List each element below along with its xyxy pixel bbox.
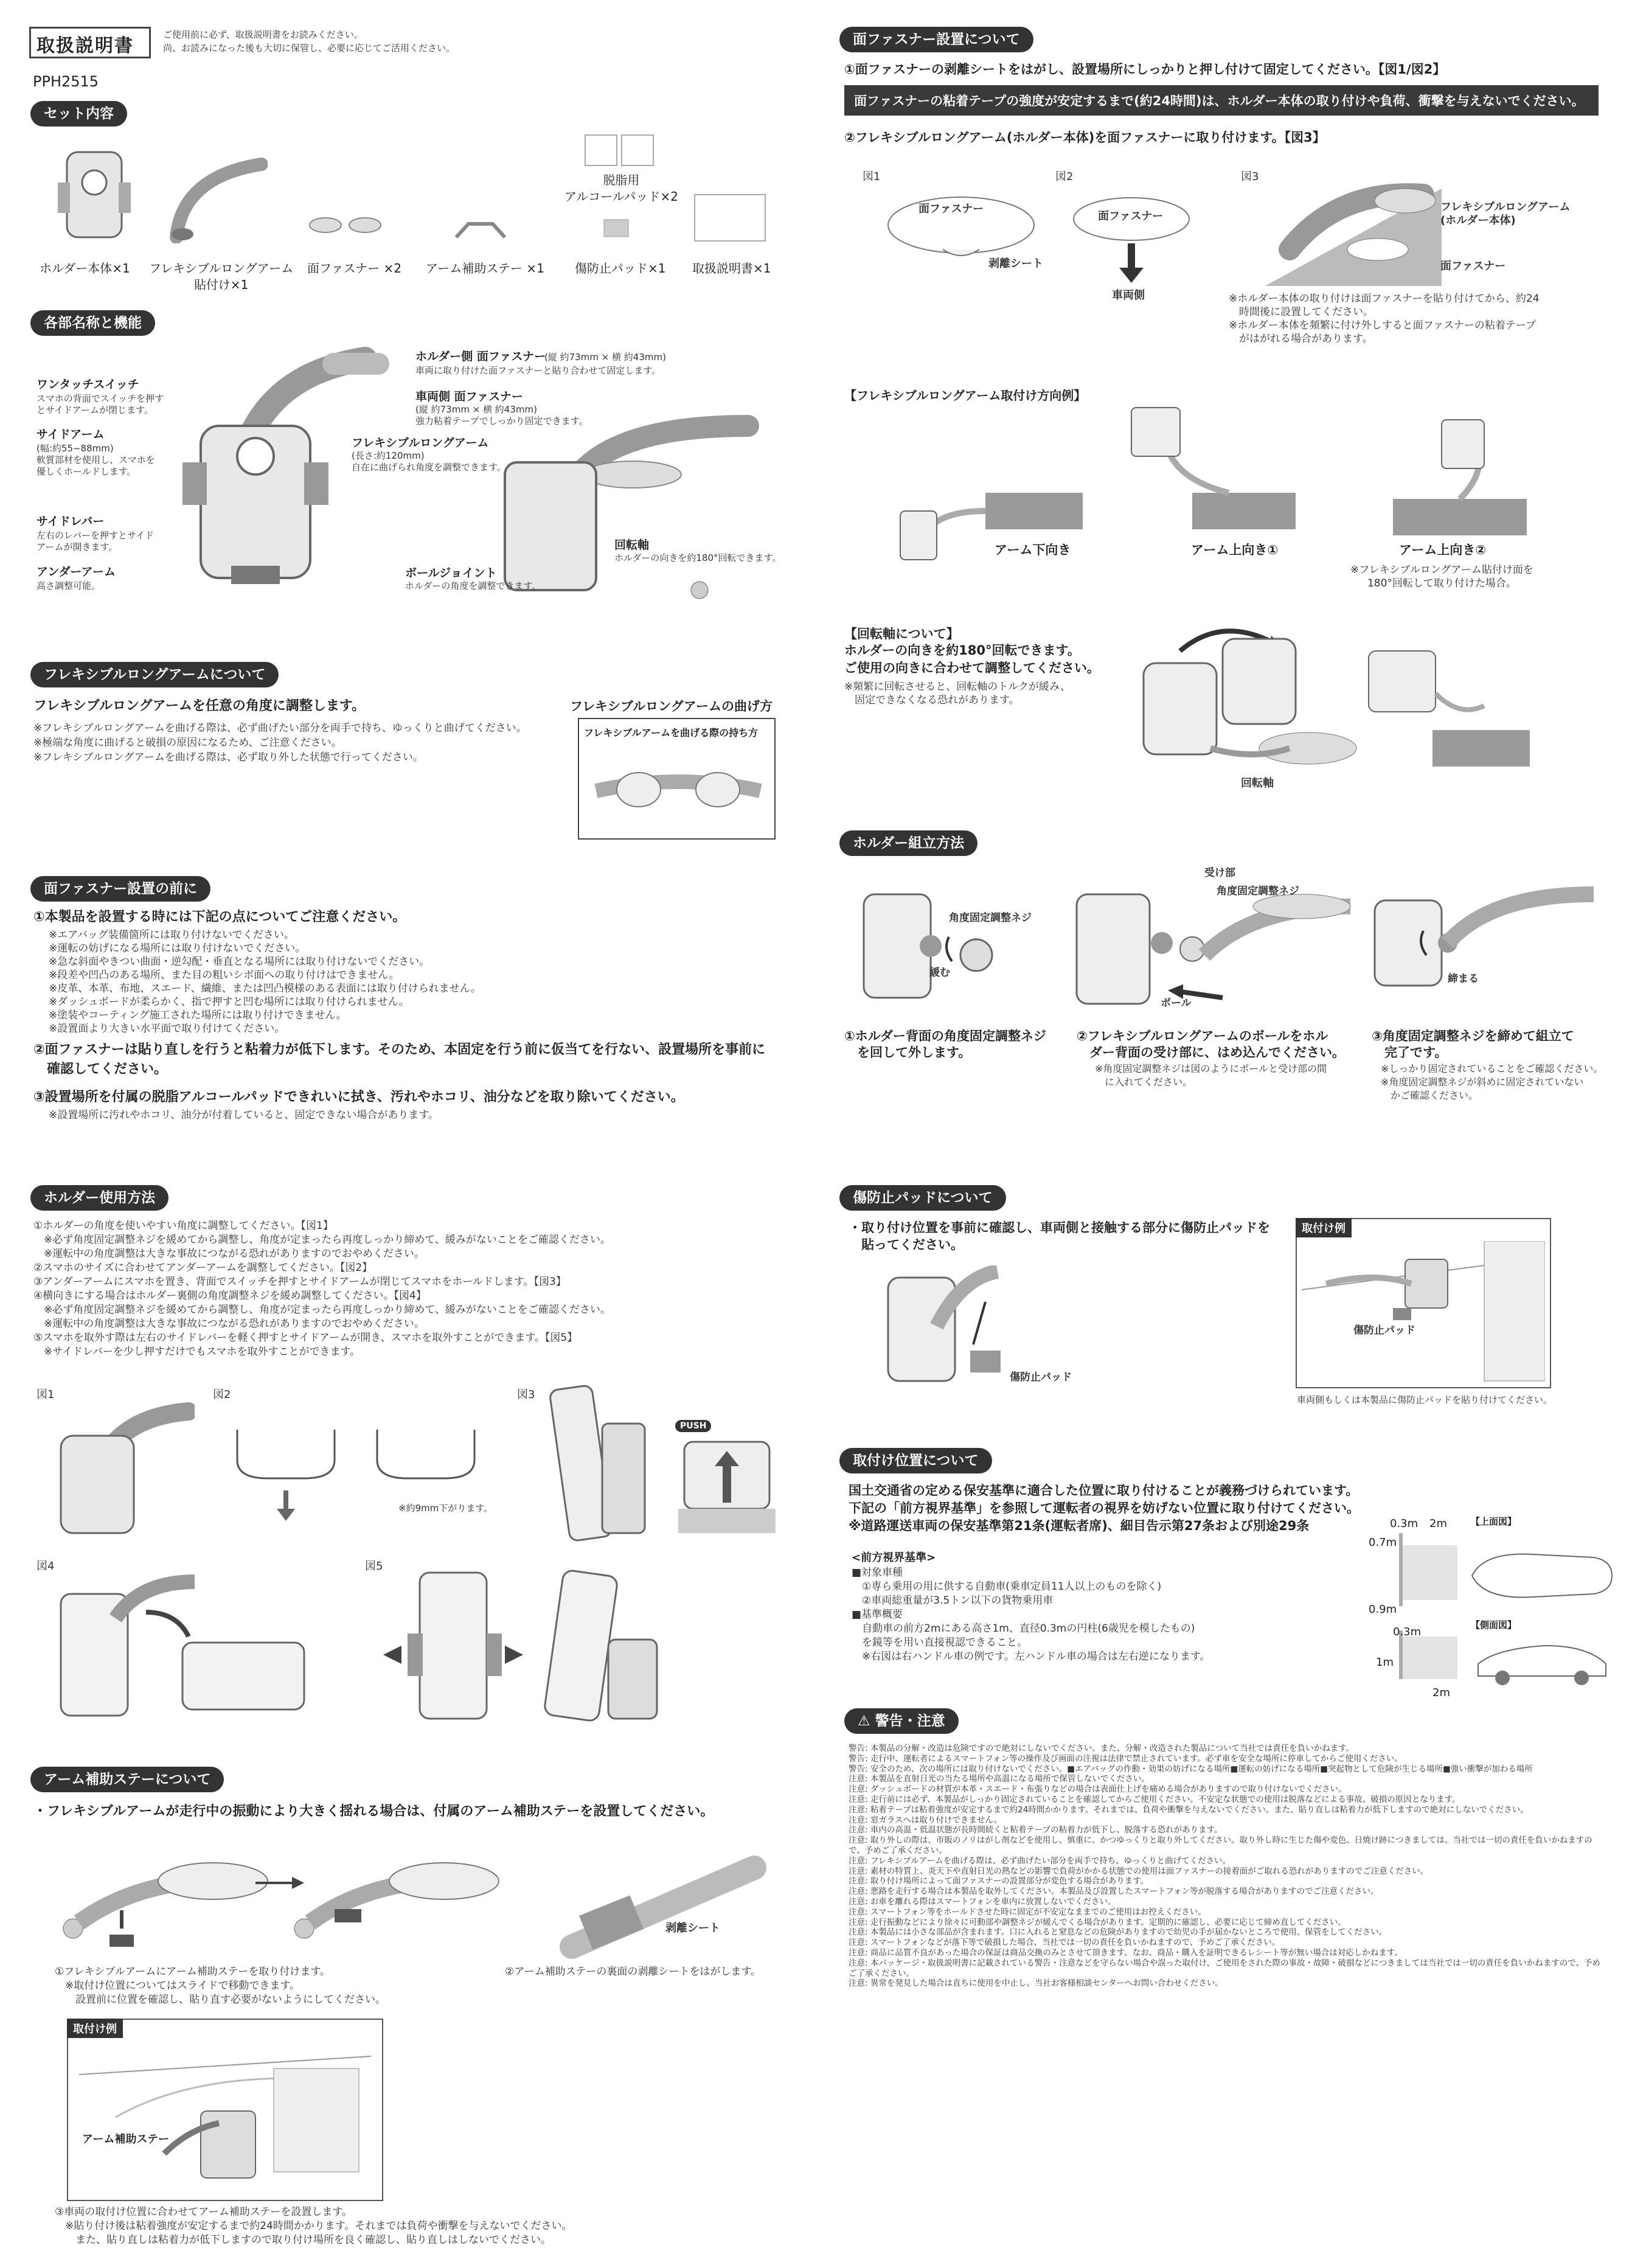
flex-arm-notes: ※フレキシブルロングアームを曲げる際は、必ず曲げたい部分を両手で持ち、ゆっくりと曲げてください。 ※極端な角度に曲げると破損の原因になるため、ご注意ください。 ※フレキシブルロングアームを曲げる際は、必ず取り外した状態で行ってください。 [33, 722, 527, 764]
holder-fastener-title: ホルダー側 面ファスナー [415, 350, 546, 363]
fastener-fig3-illustration [1265, 176, 1442, 286]
scratch-example-pad: 傷防止パッド [1353, 1324, 1415, 1337]
dim-1: 1m [1376, 1656, 1394, 1669]
flexible-arm-title: フレキシブルロングアーム [352, 436, 489, 450]
assembly-ball: ボール [1161, 997, 1192, 1009]
before-p3: ③設置場所を付属の脱脂アルコールパッドできれいに拭き、汚れやホコリ、油分などを取り除いてください。 [33, 1090, 684, 1105]
warning-body: 警告: 本製品の分解・改造は危険ですので絶対にしないでください。また、分解・改造された製品について当社では責任を負いかねます。 警告: 走行中、運転者によるスマートフォン等の操作及び画面の注視は法律で禁止されています。必ず車を安全な場所に停車してからご使用ください。 警告: 安全のため、次の場所には取り付けないでください。■エアバッグの作動・効果の妨げになる場所■運転の妨げになる場所■突起物として危険が生じる場所■強い衝撃が加わる場所 注意: 本製品を直射日光の当たる場所や高温になる場所で保管しないでください。 注意: ダッシュボードの材質が本革・スエード・布張りなどの場合は表面仕上げを痛める場合がありますので取り付けないでください。 注意: 走行前には必ず、本製品がしっかり固定されていることを確認してからご使用ください。不安定な状態での使用は脱落などによる事故、破損の原因となります。 注意: 粘着テープは粘着強度が安定するまで約24時間かかります。それまでは、負荷や衝撃を与えないでください。また、貼り直しは粘着力が低下しますので絶対にしないでください。 注意: 窓ガラスへは取り付けできません。 注意: 車内の高温・低温状態が長時間続くと粘着テープの粘着力が低下し、脱落する恐れがあります。 注意: 取り外しの際は、市販のノリはがし剤などを使用し、慎重に、かつゆっくりと取り外してください。取り外し時に生じた傷や変色、日焼け跡につきましては、当社では一切の責任を負いかねますので、予めご了承ください。 注意: フレキシブルアームを曲げる際は、必ず曲げたい部分を両手で持ち、ゆっくりと曲げてください。 注意: 素材の特質上、炎天下や直射日光の熱などの影響で負荷がかかる状態での使用は面ファスナーの接着面がご取れる恐れがありますのでご注意ください。 注意: 取り付け場所によって面ファスナーの設置部分が変色する場合があります。 注意: 悪路を走行する場合は本製品を取外してください。本製品及び設置したスマートフォン等が脱落する場合がありますのでご注意ください。 注意: お車を離れる際はスマートフォンを車内に放置しないでください。 注意: スマートフォン等をホールドさせた時に固定が不安定なままでのご使用はお控えください。 注意: 走行振動などにより徐々に可動部や調整ネジが緩んでくる場合があります。定期的に確認し、必要に応じて締め直してください。 注意: 本製品には小さな部品が含まれます。口に入れると窒息などの危険がありますので幼児の手が届かないところで使用、保管をしてください。 注意: スマートフォンなどが落下等で破損した場合、当社では一切の責任を負いかねますので、予めご了承ください。 注意: 商品に品質不良があった場合の保証は商品交換のみとさせて頂きます。なお、商品・購入を証明できるレシート等が無い場合は対応しかねます。 注意: 本パッケージ・取扱説明書に記載されている警告・注意などを守らない場合や誤った取付け、ご使用をされた際の事故・故障・破損などにつきましては当社では一切の責任を負いかねますので、予めご了承ください。 注意: 異常を発見した場合は直ちに使用を中止し、当社お客様相談センターへお問い合わせください。 [849, 1744, 1600, 1989]
scratch-pad-label: 傷防止パッド [1010, 1371, 1072, 1383]
flex-arm-heading: フレキシブルロングアームについて [30, 662, 279, 687]
stay-step1: ①フレキシブルアームにアーム補助ステーを取り付けます。 ※取付け位置についてはスライドで移動できます。 設置前に位置を確認し、貼り直す必要がないようにしてください。 [55, 1966, 386, 2006]
top-view-label: 【上面図】 [1471, 1516, 1517, 1527]
fastener-illustration [307, 213, 386, 237]
stay-example-label2: アーム補助ステー [82, 2133, 170, 2146]
position-std-body: ■対象車種 ①専ら乗用の用に供する自動車(乗車定員11人以上のものを除く) ②車両総重量が3.5トン以下の貨物乗用車 ■基準概要 自動車の前方2mにある高さ1m、直径0.3mの円柱(6歳児を模したもの) を鏡等を用い直接視認できること。 ※右図は右ハンドル車の例です。左ハンドル車の場合は左右逆になります。 [852, 1567, 1210, 1663]
usage-fig1: 図1 [36, 1388, 55, 1401]
rotation-axis-label: 回転軸 [1241, 777, 1274, 790]
top-view-diagram [1399, 1533, 1618, 1612]
fastener-step1: ①面ファスナーの剥離シートをはがし、設置場所にしっかりと押し付けて固定してください。【図1/図2】 [844, 62, 1446, 77]
scratch-example-illustration [1302, 1241, 1545, 1384]
direction-up1-illustration [1119, 402, 1302, 541]
vehicle-fastener-title: 車両側 面ファスナー [415, 390, 523, 403]
bend-illustration [590, 748, 766, 827]
position-heading: 取付け位置について [839, 1448, 992, 1473]
stay-step2: ②アーム補助ステーの裏面の剥離シートをはがします。 [505, 1966, 762, 1978]
scratch-pad-illustration [599, 216, 633, 240]
bend-title: フレキシブルロングアームの曲げ方 [570, 699, 773, 714]
stay-step1b-illustration [292, 1837, 511, 1959]
fastener-step2: ②フレキシブルロングアーム(ホルダー本体)を面ファスナーに取り付けます。【図3】 [844, 130, 1325, 145]
usage-fig4: 図4 [36, 1560, 55, 1573]
assembly-step2: ②フレキシブルロングアームのボールをホル ダー背面の受け部に、はめ込んでください。 [1077, 1029, 1345, 1060]
one-touch-desc: スマホの背面でスイッチを押す とサイドアームが閉じます。 [36, 393, 164, 416]
dim-09: 0.9m [1369, 1603, 1397, 1616]
direction-title: 【フレキシブルロングアーム取付け方向例】 [844, 388, 1086, 403]
side-arm-desc: (幅:約55~88mm) 軟質部材を使用し、スマホを 優しくホールドします。 [36, 443, 155, 477]
fastener-fig2-label: 面ファスナー [1098, 210, 1164, 223]
position-std-title: <前方視界基準> [852, 1551, 936, 1564]
usage-fig5-illustration [383, 1567, 663, 1731]
stay-step3: ③車両の取付け位置に合わせてアーム補助ステーを設置します。 ※貼り付け後は粘着強度が安定するまで約24時間かかります。それまでは負荷や衝撃を与えないでください。 また、貼り直しは粘着力が低下しますので取り付け場所を良く確認し、貼り直しはしないでください。 [55, 2206, 572, 2246]
push-label: PUSH [675, 1420, 711, 1432]
side-lever-desc: 左右のレバーを押すとサイド アームが開きます。 [36, 530, 154, 552]
stay-lead: ・フレキシブルアームが走行中の振動により大きく揺れる場合は、付属のアーム補助ステーを設置してください。 [33, 1804, 714, 1819]
fastener-banner: 面ファスナーの粘着テープの強度が安定するまで(約24時間)は、ホルダー本体の取り付けや負荷、衝撃を与えないでください。 [844, 85, 1599, 116]
fastener-fig3: 図3 [1241, 170, 1259, 183]
scratch-pad-illustration-main [876, 1265, 1040, 1405]
usage-fig4-illustration [55, 1570, 316, 1728]
fastener-fig1-release: 剥離シート [988, 257, 1043, 270]
dim-03: 0.3m [1390, 1517, 1418, 1530]
usage-fig2-note: ※約9mm下がります。 [398, 1503, 493, 1514]
before-p3-note: ※設置場所に汚れやホコリ、油分が付着していると、固定できない場合があります。 [49, 1109, 439, 1121]
stay-step1-illustration [61, 1837, 280, 1959]
item-alcohol: 脱脂用 アルコールパッド×2 [564, 173, 678, 204]
assembly-step3-illustration [1369, 876, 1600, 998]
before-p1-notes: ※エアバッグ装備箇所には取り付けないでください。 ※運転の妨げになる場所には取り付けないでください。 ※急な斜面やきつい曲面・逆勾配・垂直となる場所には取り付けないでください。 ※段差や凹凸のある場所、また目の粗いシボ面への取り付けはできません。 ※皮革、本革、布地、スエード、繊維、または凹凸模様のある表面には取り付けられません。 ※ダッシュボードが柔らかく、指で押すと凹む場所には取り付けられません。 ※塗装やコーティング施工された場所には取り付けできません。 ※設置面より大きい水平面で取り付けてください。 [49, 929, 481, 1035]
holder-fastener-size: (縦 約73mm × 横 約43mm) [544, 352, 666, 363]
item-fastener: 面ファスナー ×2 [307, 261, 402, 276]
alcohol-pad-illustration [584, 134, 657, 167]
usage-fig3: 図3 [517, 1388, 535, 1401]
assembly-tighten: 締まる [1448, 973, 1479, 985]
direction-up2-note: ※フレキシブルロングアーム貼付け面を 180°回転して取り付けた場合。 [1350, 564, 1533, 590]
assembly-screw: 角度固定調整ネジ [949, 912, 1032, 924]
model-number: PPH2515 [33, 73, 99, 90]
header-note: ご使用前に必ず、取扱説明書をお読みください。 尚、お読みになった後も大切に保管し、必要に応じてご活用ください。 [163, 29, 456, 54]
dim-07: 0.7m [1369, 1536, 1397, 1549]
rotation-title: 【回転軸について】 [844, 627, 959, 641]
dim-2: 2m [1429, 1517, 1447, 1530]
scratch-pad-lead: ・取り付け位置を事前に確認し、車両側と接触する部分に傷防止パッドを 貼ってください。 [849, 1220, 1270, 1252]
item-manual: 取扱説明書×1 [692, 261, 771, 276]
side-arm-title: サイドアーム [36, 428, 105, 441]
stay-example-illustration [79, 2044, 371, 2196]
fastener-fig2-illustration [1071, 195, 1192, 286]
rotation-axis-title: 回転軸 [614, 538, 650, 552]
usage-fig5: 図5 [365, 1560, 383, 1573]
usage-heading: ホルダー使用方法 [30, 1185, 168, 1211]
direction-up1: アーム上向き① [1191, 543, 1279, 557]
side-view-diagram [1399, 1630, 1618, 1691]
holder-body-illustration [55, 146, 134, 243]
manual-title: 取扱説明書 [36, 35, 134, 57]
assembly-step2-note: ※角度固定調整ネジは図のようにボールと受け部の間 に入れてください。 [1095, 1063, 1327, 1088]
direction-up2: アーム上向き② [1399, 543, 1487, 557]
usage-fig3-illustration [547, 1381, 657, 1545]
item-pad: 傷防止パッド×1 [575, 261, 666, 276]
stay-example-label: 取付け例 [67, 2019, 123, 2038]
ball-joint-desc: ホルダーの角度を調整できます。 [405, 580, 541, 591]
assembly-step3-note: ※しっかり固定されていることをご確認ください。 ※角度固定調整ネジが斜めに固定されていない かご確認ください。 [1381, 1063, 1603, 1101]
rotation-lead: ホルダーの向きを約180°回転できます。 ご使用の向きに合わせて調整してください。 [844, 643, 1100, 675]
stay-illustration [453, 219, 508, 243]
usage-fig2: 図2 [213, 1388, 231, 1401]
assembly-loosen: 緩む [929, 967, 950, 979]
under-arm-desc: 高さ調整可能。 [36, 580, 101, 591]
side-lever-title: サイドレバー [36, 515, 105, 528]
flexible-arm-illustration [164, 152, 268, 243]
side-view-label: 【側面図】 [1471, 1619, 1517, 1630]
manual-illustration [693, 193, 766, 242]
before-p2: ②面ファスナーは貼り直しを行うと粘着力が低下します。そのため、本固定を行う前に仮当てを行ない、設置場所を事前に 確認してください。 [33, 1042, 766, 1077]
parts-heading: 各部名称と機能 [30, 310, 155, 336]
usage-body: ①ホルダーの角度を使いやすい角度に調整してください。【図1】 ※必ず角度固定調整ネジを緩めてから調整し、角度が定まったら再度しっかり締めて、緩みがないことをご確認ください。 ※運転中の角度調整は大きな事故につながる恐れがありますのでおやめください。 ②スマホのサイズに合わせてアンダーアームを調整してください。【図2】 ③アンダーアームにスマホを置き、背面でスイッチを押すとサイドアームが閉じてスマホをホールドします。【図3】 ④横向きにする場合はホルダー裏側の角度調整ネジを緩め調整してください。【図4】 ※必ず角度固定調整ネジを緩めてから調整し、角度が定まったら再度しっかり締めて、緩みがないことをご確認ください。 ※運転中の角度調整は大きな事故につながる恐れがありますのでおやめください。 ⑤スマホを取外す際は左右のサイドレバーを軽く押すとサイドアームが開き、スマホを取外すことができます。【図5】 ※サイドレバーを少し押すだけでもスマホを取外すことができます。 [33, 1220, 611, 1358]
rotation-axis-desc: ホルダーの向きを約180°回転できます。 [614, 552, 782, 563]
dim-03b: 0.3m [1393, 1626, 1422, 1638]
assembly-screw2: 角度固定調整ネジ [1217, 885, 1299, 897]
fastener-fig1-label: 面ファスナー [918, 203, 984, 215]
assembly-heading: ホルダー組立方法 [839, 830, 977, 856]
rotation-note: ※頻繁に回転させると、回転軸のトルクが緩み、 固定できなくなる恐れがあります。 [844, 681, 1071, 706]
fastener-vehicle-side: 車両側 [1112, 289, 1145, 302]
fastener-fig3-label: 面ファスナー [1440, 260, 1506, 273]
warning-heading: ⚠ 警告・注意 [844, 1708, 959, 1734]
usage-push-illustration [672, 1418, 782, 1539]
under-arm-title: アンダーアーム [36, 565, 116, 579]
assembly-step2-illustration [1071, 882, 1356, 1016]
fastener-fig2: 図2 [1055, 170, 1074, 183]
scratch-example-label: 取付け例 [1296, 1218, 1352, 1237]
stay-release-label: 剥離シート [665, 1922, 720, 1935]
assembly-receiver: 受け部 [1204, 867, 1235, 879]
item-stay: アーム補助ステー ×1 [426, 261, 544, 276]
fastener-notes: ※ホルダー本体の取り付けは面ファスナーを貼り付けてから、約24 時間後に設置してください。 ※ホルダー本体を頻繁に付け外しすると面ファスナーの粘着テープ がはがれる場合があります。 [1229, 293, 1540, 345]
stay-step2-illustration [560, 1843, 766, 1959]
stay-heading: アーム補助ステーについて [30, 1767, 224, 1792]
rotation-illustration [1131, 614, 1363, 785]
ball-joint-title: ボールジョイント [405, 566, 497, 580]
fastener-install-heading: 面ファスナー設置について [839, 27, 1033, 52]
usage-fig1-illustration [49, 1399, 195, 1539]
assembly-step1-illustration [852, 888, 1016, 1010]
set-contents-heading: セット内容 [30, 101, 127, 127]
parts-side-illustration [493, 402, 773, 602]
flexible-arm-desc: (長さ:約120mm) 自在に曲げられ角度を調整できます。 [352, 450, 506, 473]
item-arm: フレキシブルロングアーム 貼付け×1 [149, 261, 294, 292]
fastener-arm-holder: フレキシブルロングアーム (ホルダー本体) [1440, 201, 1571, 227]
scratch-caption: 車両側もしくは本製品に傷防止パッドを貼り付けてください。 [1297, 1394, 1553, 1405]
position-lead: 国土交通省の定める保安基準に適合した位置に取り付けることが義務づけられています。 下記の「前方視界基準」を参照して運転者の視界を妨げない位置に取り付けてください。 ※道路運送車両の保安基準第21条(運転者席)、細目告示第27条および別途29条 [849, 1483, 1359, 1533]
assembly-step1: ①ホルダー背面の角度固定調整ネジ を回して外します。 [844, 1029, 1046, 1060]
before-p1: ①本製品を設置する時には下記の点についてご注意ください。 [33, 910, 406, 925]
direction-up2-illustration [1387, 414, 1533, 541]
bend-box-title: フレキシブルアームを曲げる際の持ち方 [584, 727, 759, 739]
dim-2b: 2m [1432, 1686, 1450, 1699]
direction-down: アーム下向き [995, 543, 1071, 557]
before-fastener-heading: 面ファスナー設置の前に [30, 876, 210, 902]
flex-arm-lead: フレキシブルロングアームを任意の角度に調整します。 [33, 698, 366, 714]
rotation-small-illustration [1363, 639, 1533, 773]
one-touch-title: ワンタッチスイッチ [36, 378, 139, 391]
holder-fastener-desc: 車両に取り付けた面ファスナーと貼り合わせて固定します。 [415, 365, 661, 376]
assembly-step3: ③角度固定調整ネジを締めて組立て 完了です。 [1372, 1029, 1574, 1060]
scratch-pad-heading: 傷防止パッドについて [839, 1185, 1006, 1211]
item-holder: ホルダー本体×1 [40, 261, 130, 276]
fastener-fig1: 図1 [863, 170, 881, 183]
vehicle-fastener-desc: (縦 約73mm × 横 約43mm) 強力粘着テープでしっかり固定できます。 [415, 404, 588, 426]
